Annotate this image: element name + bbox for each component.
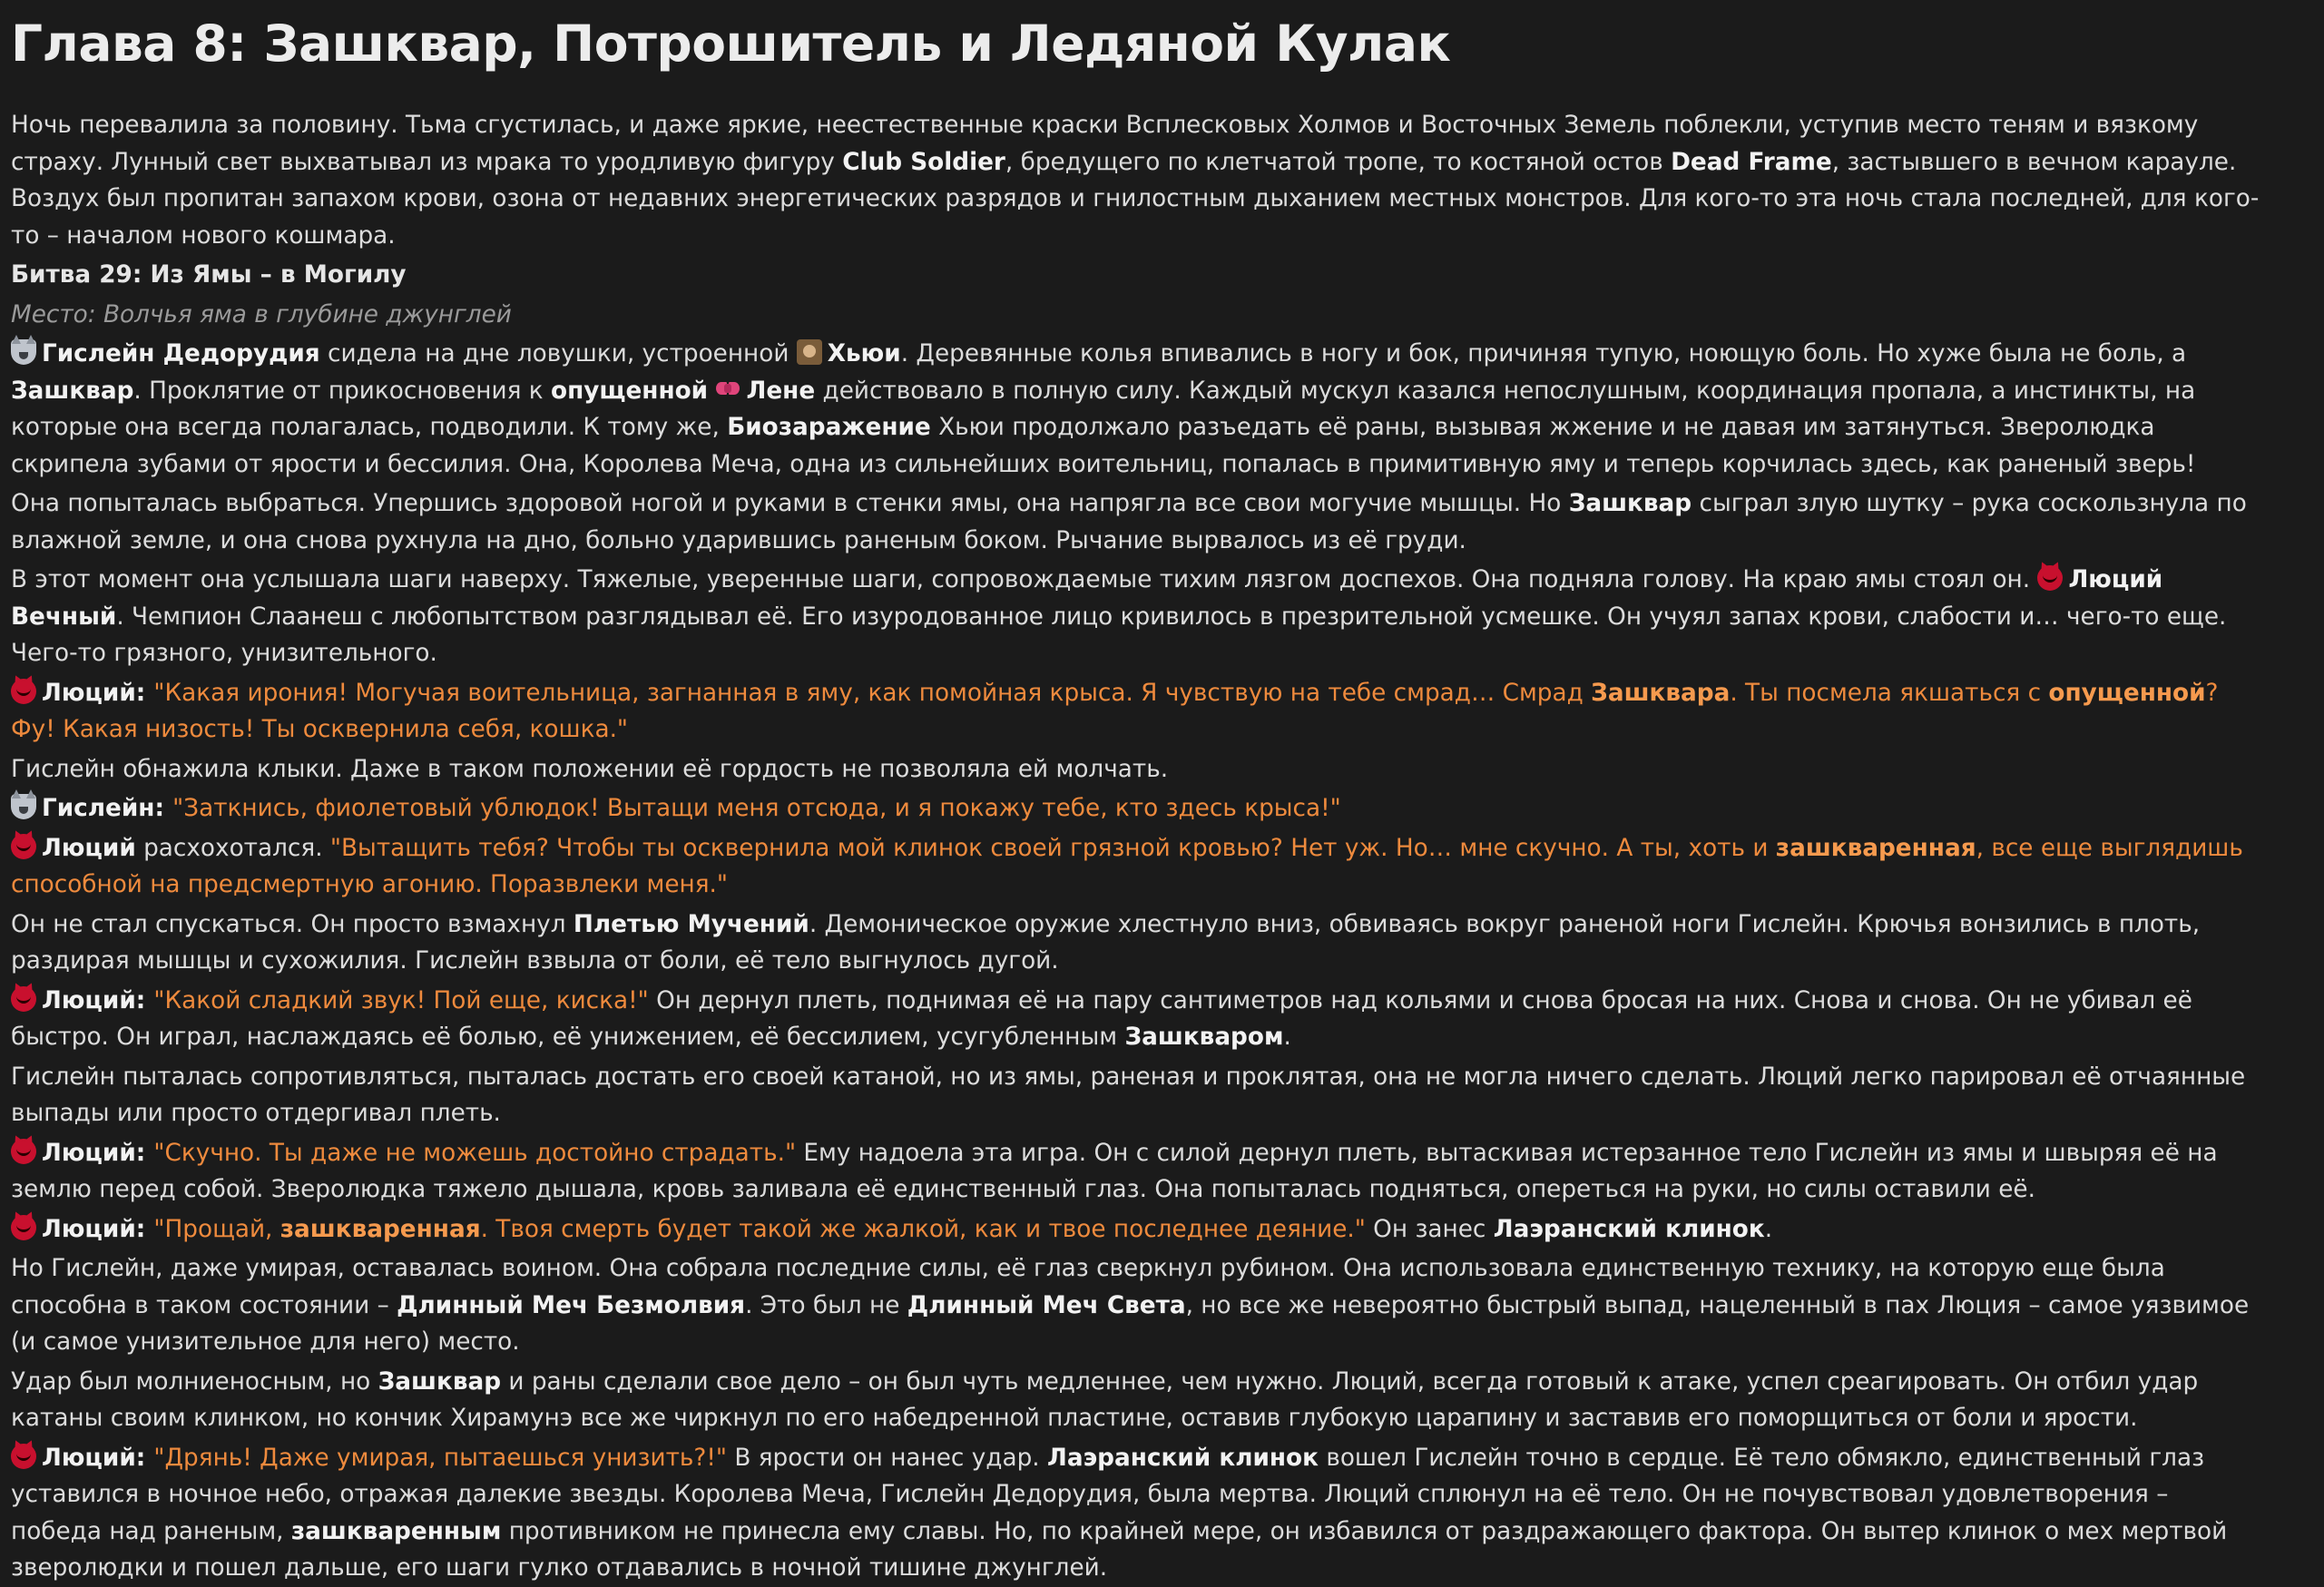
quote-text: . Ты посмела якшаться с	[1730, 679, 2049, 707]
devil-icon	[11, 834, 36, 859]
quote-text: "Какая ирония! Могучая воительница, загнанная в яму, как помойная крыса. Я чувствую на тебе смрад… Смрад	[153, 679, 1592, 707]
bold-text: Club Soldier	[842, 148, 1005, 176]
quote-text: "Вытащить тебя? Чтобы ты осквернила мой клинок своей грязной кровью? Нет уж. Но… мне скучно. А ты, хоть и	[329, 834, 1776, 862]
speaker-name: Люций	[42, 679, 136, 707]
bold-text: Зашкваром	[1124, 1024, 1284, 1051]
paragraph: Гислейн пыталась сопротивляться, пыталась достать его своей катаной, но из ямы, раненая и проклятая, она не могла ничего сделать. Люций легко парировал её отчаянные выпады или просто отдергивал плеть.	[11, 1063, 2246, 1127]
text: В ярости он нанес удар.	[726, 1444, 1047, 1472]
character-name: Хьюи	[827, 340, 901, 367]
bold-text: Плетью Мучений	[573, 910, 809, 938]
dialogue-line: Гислейн: "Заткнись, фиолетовый ублюдок! Вытащи меня отсюда, и я покажу тебе, кто здесь крыса!"	[11, 790, 2261, 828]
bold-text: Лаэранский клинок	[1046, 1444, 1319, 1472]
text: , бредущего по клетчатой тропе, то костяной остов	[1005, 148, 1672, 176]
quote	[153, 1216, 1365, 1243]
devil-icon	[2037, 565, 2063, 591]
text: Но Гислейн, даже умирая, оставалась воином. Она собрала последние силы, её глаз сверкнул рубином. Она использовала единственную технику, на которую еще была способна в таком состоянии –	[11, 1255, 2165, 1319]
text: В этот момент она услышала шаги наверху. Тяжелые, уверенные шаги, сопровождаемые тихим лязгом доспехов. Она подняла голову. На краю ямы стоял он.	[11, 566, 2038, 593]
sorcerer-icon	[797, 339, 822, 365]
quote-bold: зашкваренная	[279, 1215, 481, 1243]
character-name: Люций Вечный	[11, 566, 2163, 631]
quote-text: "Заткнись, фиолетовый ублюдок! Вытащи меня отсюда, и я покажу тебе, кто здесь крыса!"	[172, 795, 1341, 822]
paragraph: Гислейн обнажила клыки. Даже в таком положении её гордость не позволяла ей молчать.	[11, 755, 1169, 783]
bold-text: Биозаражение	[727, 414, 931, 441]
quote	[11, 835, 2243, 899]
quote-bold: опущенной	[2048, 679, 2206, 707]
text: Она попыталась выбраться. Упершись здоровой ногой и руками в стенки ямы, она напрягла все свои могучие мышцы. Но	[11, 490, 1569, 517]
bold-text: Лаэранский клинок	[1493, 1215, 1765, 1243]
devil-icon	[11, 986, 36, 1012]
text: Ночь перевалила за половину. Тьма сгустилась, и даже яркие, неестественные краски Всплесковых Холмов и Восточных Земель поблекли, уступив место теням и вязкому страху. Лунный свет выхватывал из мрака то уродливую фигуру	[11, 112, 2199, 176]
battle-heading: Битва 29: Из Ямы – в Могилу	[11, 261, 407, 289]
speaker-name: Люций	[42, 834, 136, 862]
text: сидела на дне ловушки, устроенной	[319, 340, 797, 367]
quote-text: "Дрянь! Даже умирая, пытаешься унизить?!"	[153, 1444, 727, 1472]
quote-bold: Зашквара	[1591, 679, 1731, 707]
quote-text: "Прощай,	[153, 1215, 280, 1243]
bold-text: Длинный Меч Безмолвия	[397, 1291, 746, 1319]
dialogue-line: Люций: "Прощай, зашкваренная. Твоя смерть будет такой же жалкой, как и твое последнее деяние." Он занес Лаэранский клинок.	[11, 1211, 2261, 1249]
character-name: Лене	[746, 377, 816, 405]
text: вошел Гислейн точно в сердце. Её тело обмякло, единственный глаз уставился в ночное небо, отражая далекие звезды. Королева Меча, Гислейн Дедорудия, была мертва. Люций сплюнул на её тело. Он не почувствовал удовлетворения – победа над раненым,	[11, 1444, 2205, 1545]
speaker-name: Люций	[42, 1215, 136, 1243]
ribbon-icon	[715, 377, 740, 402]
wolf-icon	[11, 339, 36, 365]
quote-bold: зашкваренная	[1775, 834, 1976, 862]
paragraph	[11, 336, 2261, 483]
speaker-name: Люций	[42, 986, 136, 1014]
paragraph	[11, 1364, 2261, 1437]
text: . Проклятие от прикосновения к	[133, 377, 551, 405]
dialogue-line: Люций: "Какая ирония! Могучая воительница, загнанная в яму, как помойная крыса. Я чувствую на тебе смрад… Смрад Зашквара. Ты посмела якшаться с опущенной? Фу! Какая низость! Ты осквернила себя, кошка."	[11, 679, 2219, 743]
bold-text: Dead Frame	[1671, 148, 1832, 176]
quote-text: "Какой сладкий звук! Пой еще, киска!"	[153, 986, 649, 1014]
text: .	[1283, 1024, 1291, 1051]
devil-icon	[11, 1444, 36, 1469]
text: и раны сделали свое дело – он был чуть медленнее, чем нужно. Люций, всегда готовый к атаке, успел среагировать. Он отбил удар катаны своим клинком, но кончик Хирамунэ все же чиркнул по его набедренной пластине, оставив глубокую царапину и заставив его поморщиться от боли и ярости.	[11, 1367, 2199, 1432]
text: противником не принесла ему славы. Но, по крайней мере, он избавился от раздражающего фактора. Он вытер клинок о мех мертвой зверолюдки и пошел дальше, его шаги гулко отдавались в ночной тишине джунглей.	[11, 1517, 2228, 1582]
document	[0, 11, 2261, 1587]
paragraph	[11, 906, 2261, 980]
quote-text: ? Фу! Какая низость! Ты осквернила себя, кошка."	[11, 679, 2219, 743]
text: Удар был молниеносным, но	[11, 1367, 378, 1396]
text: действовало в полную силу. Каждый мускул казался непослушным, координация пропала, а инстинкты, на которые она всегда полагалась, подводили. К тому же,	[11, 377, 2196, 441]
speaker-name: Люций	[42, 1444, 136, 1472]
intro-paragraph	[11, 107, 2261, 254]
chapter-title: Глава 8: Зашквар, Потрошитель и Ледяной Кулак	[11, 15, 1451, 73]
devil-icon	[11, 1215, 36, 1240]
text: . Чемпион Слаанеш с любопытством разглядывал её. Его изуродованное лицо кривилось в презрительной усмешке. Он учуял запах крови, слабости и… чего-то еще. Чего-то грязного, унизительного.	[11, 602, 2227, 667]
bold-text: Зашквар	[378, 1367, 502, 1396]
wolf-icon	[11, 794, 36, 819]
text	[708, 377, 715, 405]
text: Ему надоела эта игра. Он с силой дернул плеть, вытаскивая истерзанное тело Гислейн из ямы и швыряя её на землю перед собой. Зверолюдка тяжело дышала, кровь заливала её единственный глаз. Она попыталась подняться, опереться на руки, но силы оставили её.	[11, 1139, 2218, 1203]
bold-text: Длинный Меч Света	[907, 1291, 1186, 1319]
text: . Это был не	[745, 1291, 907, 1319]
paragraph	[11, 485, 2261, 559]
paragraph	[11, 1250, 2261, 1361]
bold-text: опущенной	[551, 377, 709, 405]
devil-icon	[11, 679, 36, 704]
quote	[11, 680, 2219, 744]
bold-text: зашкваренным	[290, 1517, 502, 1545]
dialogue-line: Люций: "Дрянь! Даже умирая, пытаешься унизить?!" В ярости он нанес удар. Лаэранский клинок вошел Гислейн точно в сердце. Её тело обмякло, единственный глаз уставился в ночное небо, отражая далекие звезды. Королева Меча, Гислейн Дедорудия, была мертва. Люций сплюнул на её тело. Он не почувствовал удовлетворения – победа над раненым, зашкваренным противником не принесла ему славы. Но, по крайней мере, он избавился от раздражающего фактора. Он вытер клинок о мех мертвой зверолюдки и пошел дальше, его шаги гулко отдавались в ночной тишине джунглей.	[11, 1444, 2228, 1582]
text: , но все же невероятно быстрый выпад, нацеленный в пах Люция – самое уязвимое (и самое унизительное для него) место.	[11, 1291, 2250, 1356]
text: сыграл злую шутку – рука соскользнула по влажной земле, и она снова рухнула на дно, больно ударившись раненым боком. Рычание вырвалось из её груди.	[11, 490, 2247, 554]
text: . Демоническое оружие хлестнуло вниз, обвиваясь вокруг раненой ноги Гислейн. Крючья вонзились в плоть, раздирая мышцы и сухожилия. Гислейн взвыла от боли, её тело выгнулось дугой.	[11, 910, 2201, 975]
dialogue-line: Люций: "Какой сладкий звук! Пой еще, киска!" Он дернул плеть, поднимая её на пару сантиметров над кольями и снова бросая на них. Снова и снова. Он не убивал её быстро. Он играл, наслаждаясь её болью, её унижением, её бессилием, усугубленным Зашкваром.	[11, 986, 2192, 1051]
speaker-name: Люций	[42, 1139, 136, 1167]
text: расхохотался.	[135, 834, 330, 862]
battle-place: Место: Волчья яма в глубине джунглей	[11, 300, 512, 328]
quote-text: . Твоя смерть будет такой же жалкой, как и твое последнее деяние."	[480, 1215, 1366, 1243]
paragraph	[11, 562, 2261, 672]
text: , застывшего в вечном карауле. Воздух был пропитан запахом крови, озона от недавних энергетических разрядов и гнилостным дыханием местных монстров. Для кого-то эта ночь стала последней, для кого-то – началом нового кошмара.	[11, 148, 2260, 250]
dialogue-line: Люций: "Скучно. Ты даже не можешь достойно страдать." Ему надоела эта игра. Он с силой дернул плеть, вытаскивая истерзанное тело Гислейн из ямы и швыряя её на землю перед собой. Зверолюдка тяжело дышала, кровь заливала её единственный глаз. Она попыталась подняться, опереться на руки, но силы оставили её.	[11, 1139, 2218, 1203]
quote-text: , все еще выглядишь способной на предсмертную агонию. Поразвлеки меня."	[11, 834, 2243, 898]
bold-text: Зашквар	[11, 377, 134, 405]
devil-icon	[11, 1139, 36, 1164]
text: Он занес	[1365, 1215, 1494, 1243]
bold-text: Зашквар	[1568, 490, 1692, 517]
text: .	[1764, 1215, 1773, 1243]
quote-text: "Скучно. Ты даже не можешь достойно страдать."	[153, 1139, 797, 1167]
dialogue-line	[11, 830, 2261, 904]
speaker-name: Гислейн	[42, 795, 155, 822]
text: . Деревянные колья впивались в ногу и бок, причиняя тупую, ноющую боль. Но хуже была не боль, а	[900, 340, 2187, 367]
text: Он дернул плеть, поднимая её на пару сантиметров над кольями и снова бросая на них. Снова и снова. Он не убивал её быстро. Он играл, наслаждаясь её болью, её унижением, её бессилием, усугубленным	[11, 986, 2192, 1051]
character-name: Гислейн Дедорудия	[42, 340, 320, 367]
text: Хьюи продолжало разъедать её раны, вызывая жжение и не давая им затянуться. Зверолюдка скрипела зубами от ярости и бессилия. Она, Королева Меча, одна из сильнейших воительниц, попалась в примитивную яму и теперь корчилась здесь, как раненый зверь!	[11, 414, 2196, 478]
text: Он не стал спускаться. Он просто взмахнул	[11, 910, 574, 938]
